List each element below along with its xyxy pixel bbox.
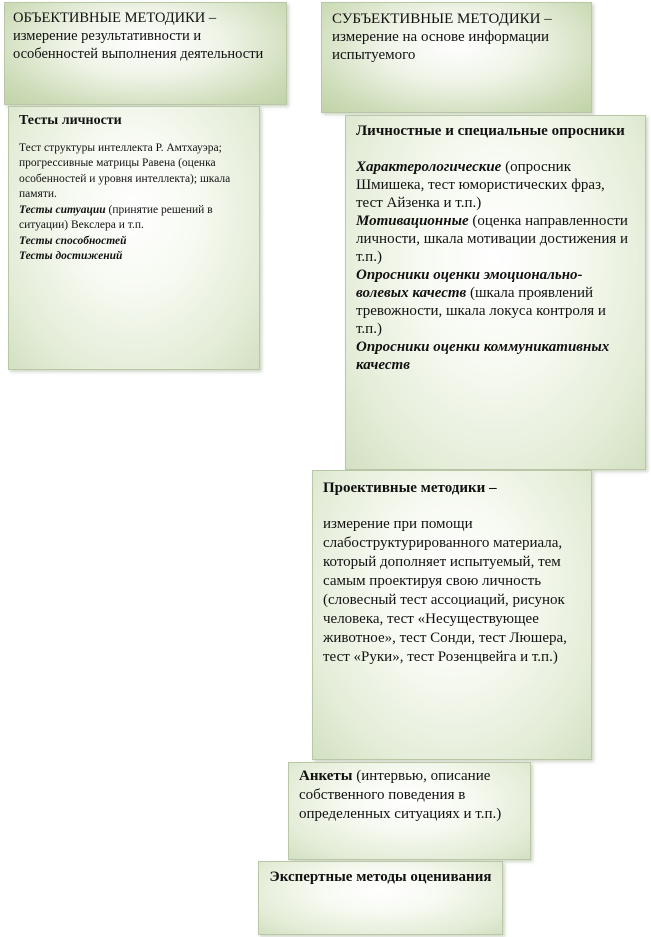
- motivational-label: Мотивационные: [356, 213, 469, 229]
- communicative-label: Опросники оценки коммуникативных качеств: [356, 339, 610, 373]
- characterological-text: (опросник Шмишека, тест юмористических фраз, тест Айзенка и т.п.): [356, 159, 605, 211]
- volitional-text: (шкала проявлений тревожности, шкала локуса контроля и т.п.): [356, 285, 606, 337]
- volitional-item: [356, 266, 635, 338]
- achievement-tests-label: Тесты достижений: [19, 250, 123, 262]
- subjective-methods-header: [321, 2, 592, 113]
- subjective-methods-title: СУБЪЕКТИВНЫЕ МЕТОДИКИ: [332, 11, 541, 27]
- projective-methods-text: измерение при помощи слабоструктурированного материала, который дополняет испытуемый, тем самым проектируя свою личность (словесный тест ассоциаций, рисунок человека, тест «Несуществующее животное», тест Сонди, тест Люшера, тест «Руки», тест Розенцвейга и т.п.): [323, 516, 567, 665]
- surveys-title: Анкеты: [299, 768, 353, 784]
- objective-methods-description: – измерение результативности и особенностей выполнения деятельности: [13, 10, 264, 62]
- volitional-label: Опросники оценки эмоционально-волевых качеств: [356, 267, 583, 301]
- projective-methods-title-line: [323, 479, 581, 498]
- objective-methods-header: [4, 2, 287, 105]
- characterological-item: [356, 158, 635, 212]
- personality-tests-box: [8, 106, 260, 370]
- objective-methods-text: [13, 9, 278, 63]
- situation-tests-text: (принятие решений в ситуации) Векслера и т.п.: [19, 203, 213, 231]
- projective-methods-title: Проективные методики: [323, 480, 486, 496]
- subjective-methods-text: [332, 10, 581, 64]
- projective-methods-dash: –: [485, 480, 497, 496]
- surveys-box: [288, 762, 531, 860]
- projective-methods-box: [312, 470, 592, 760]
- expert-methods-title: Экспертные методы оценивания: [269, 869, 492, 885]
- personality-tests-title: Тесты личности: [19, 113, 122, 128]
- objective-methods-title: ОБЪЕКТИВНЫЕ МЕТОДИКИ: [13, 10, 206, 26]
- subjective-methods-description: – измерение на основе информации испытуемого: [332, 11, 552, 63]
- questionnaires-box: [345, 115, 646, 470]
- situation-tests-item: [19, 203, 249, 234]
- expert-methods-box: [258, 861, 503, 935]
- motivational-item: [356, 212, 635, 266]
- motivational-text: (оценка направленности личности, шкала мотивации достижения и т.п.): [356, 213, 629, 265]
- characterological-label: Характерологические: [356, 159, 502, 175]
- ability-tests-label: Тесты способностей: [19, 234, 127, 247]
- situation-tests-label: Тесты ситуации: [19, 203, 106, 216]
- intelligence-tests-text: Тест структуры интеллекта Р. Амтхауэра; прогрессивные матрицы Равена (оценка особенностей и уровня интеллекта); шкала памяти.: [19, 141, 231, 200]
- surveys-text: (интервью, описание собственного поведения в определенных ситуациях и т.п.): [299, 768, 502, 822]
- questionnaires-title: Личностные и специальные опросники: [356, 123, 625, 139]
- surveys-item: [299, 767, 520, 824]
